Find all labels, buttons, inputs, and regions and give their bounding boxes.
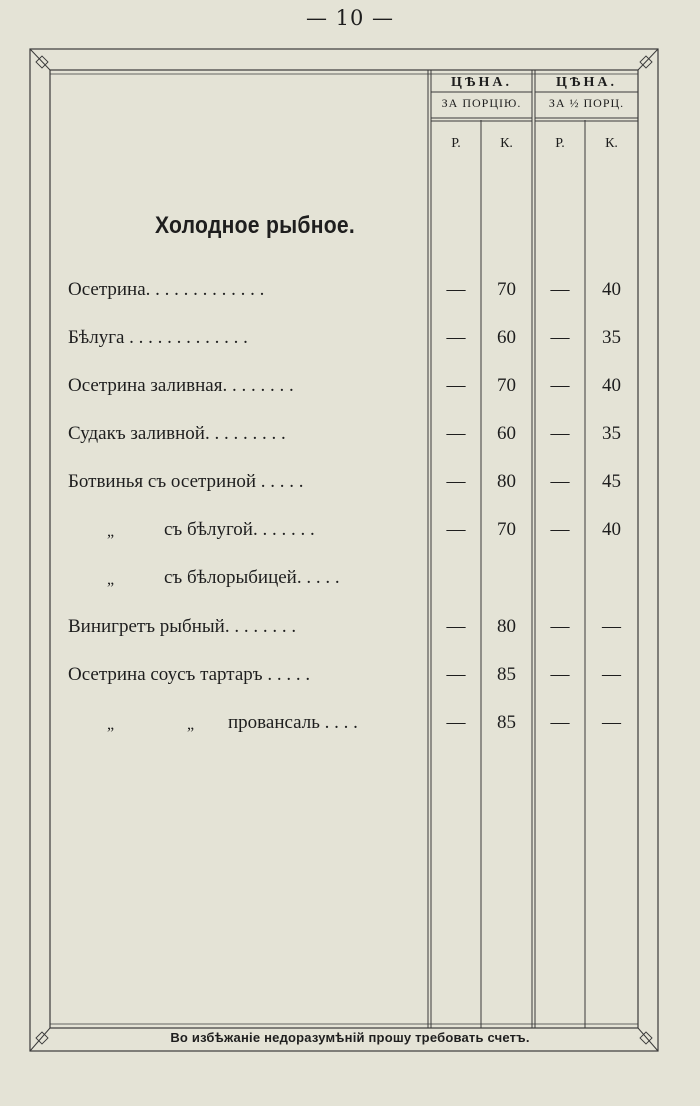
half-portion-kop-heading: К. bbox=[605, 136, 618, 151]
portion-rubles: — bbox=[446, 375, 466, 396]
half-portion-rubles: — bbox=[550, 664, 570, 685]
half-portion-kopecks: 45 bbox=[602, 471, 621, 492]
half-portion-kopecks: 40 bbox=[602, 375, 621, 396]
half-portion-kopecks: — bbox=[602, 664, 621, 685]
item-name: Осетрина заливная. . . . . . . . bbox=[68, 375, 294, 396]
ditto-mark: „ bbox=[107, 716, 115, 733]
portion-kopecks: 85 bbox=[497, 712, 516, 733]
portion-rubles: — bbox=[446, 471, 466, 492]
page-number: — 10 — bbox=[305, 6, 395, 30]
item-name: Осетрина соусъ тартаръ . . . . . bbox=[68, 664, 311, 685]
portion-kopecks: 70 bbox=[497, 375, 516, 396]
half-portion-kopecks: — bbox=[602, 616, 621, 637]
ditto-mark: „ bbox=[107, 571, 115, 588]
section-title: Холодное рыбное. bbox=[154, 212, 356, 239]
menu-item bbox=[60, 423, 640, 453]
portion-kopecks: 60 bbox=[497, 423, 516, 444]
menu-item bbox=[60, 327, 640, 357]
portion-kop-heading: К. bbox=[500, 136, 513, 151]
half-portion-rubles: — bbox=[550, 279, 570, 300]
portion-rubles: — bbox=[446, 423, 466, 444]
half-portion-rubles: — bbox=[550, 423, 570, 444]
menu-item bbox=[60, 471, 640, 501]
half-portion-rubles: — bbox=[550, 616, 570, 637]
half-portion-price-heading: ЦѢНА. bbox=[555, 75, 618, 90]
item-name: Ботвинья съ осетриной . . . . . bbox=[68, 471, 304, 492]
half-portion-subheading: ЗА ½ ПОРЦ. bbox=[548, 96, 625, 110]
menu-item bbox=[60, 616, 640, 646]
item-name: Осетрина. . . . . . . . . . . . . bbox=[68, 279, 265, 300]
half-portion-rubles: — bbox=[550, 471, 570, 492]
portion-kopecks: 80 bbox=[497, 616, 516, 637]
half-portion-kopecks: 40 bbox=[602, 279, 621, 300]
item-name: съ бѣлугой. . . . . . . bbox=[164, 519, 315, 540]
half-portion-kopecks: 35 bbox=[602, 327, 621, 348]
portion-kopecks: 80 bbox=[497, 471, 516, 492]
half-portion-kopecks: 35 bbox=[602, 423, 621, 444]
half-portion-kopecks: 40 bbox=[602, 519, 621, 540]
portion-rubles: — bbox=[446, 616, 466, 637]
ditto-mark: „ bbox=[107, 523, 115, 540]
menu-item bbox=[60, 712, 640, 742]
ditto-mark: „ bbox=[187, 716, 195, 733]
portion-subheading: ЗА ПОРЦІЮ. bbox=[441, 96, 522, 110]
portion-rub-heading: Р. bbox=[451, 136, 461, 151]
portion-kopecks: 60 bbox=[497, 327, 516, 348]
menu-item bbox=[60, 567, 640, 597]
half-portion-rub-heading: Р. bbox=[555, 136, 565, 151]
item-name: Судакъ заливной. . . . . . . . . bbox=[68, 423, 286, 444]
portion-price-heading: ЦѢНА. bbox=[450, 75, 513, 90]
half-portion-rubles: — bbox=[550, 519, 570, 540]
half-portion-rubles: — bbox=[550, 712, 570, 733]
item-name: съ бѣлорыбицей. . . . . bbox=[164, 567, 340, 588]
menu-item bbox=[60, 519, 640, 549]
half-portion-kopecks: — bbox=[602, 712, 621, 733]
portion-rubles: — bbox=[446, 279, 466, 300]
portion-rubles: — bbox=[446, 664, 466, 685]
portion-rubles: — bbox=[446, 519, 466, 540]
menu-item bbox=[60, 375, 640, 405]
footer-note: Во избѣжаніе недоразумѣній прошу требовать счетъ. bbox=[170, 1030, 530, 1045]
portion-kopecks: 70 bbox=[497, 519, 516, 540]
portion-kopecks: 85 bbox=[497, 664, 516, 685]
menu-item bbox=[60, 279, 640, 309]
portion-kopecks: 70 bbox=[497, 279, 516, 300]
half-portion-rubles: — bbox=[550, 375, 570, 396]
portion-rubles: — bbox=[446, 327, 466, 348]
item-name: провансаль . . . . bbox=[228, 712, 358, 733]
item-name: Бѣлуга . . . . . . . . . . . . . bbox=[68, 327, 248, 348]
item-name: Винигретъ рыбный. . . . . . . . bbox=[68, 616, 297, 637]
portion-rubles: — bbox=[446, 712, 466, 733]
half-portion-rubles: — bbox=[550, 327, 570, 348]
menu-item bbox=[60, 664, 640, 694]
